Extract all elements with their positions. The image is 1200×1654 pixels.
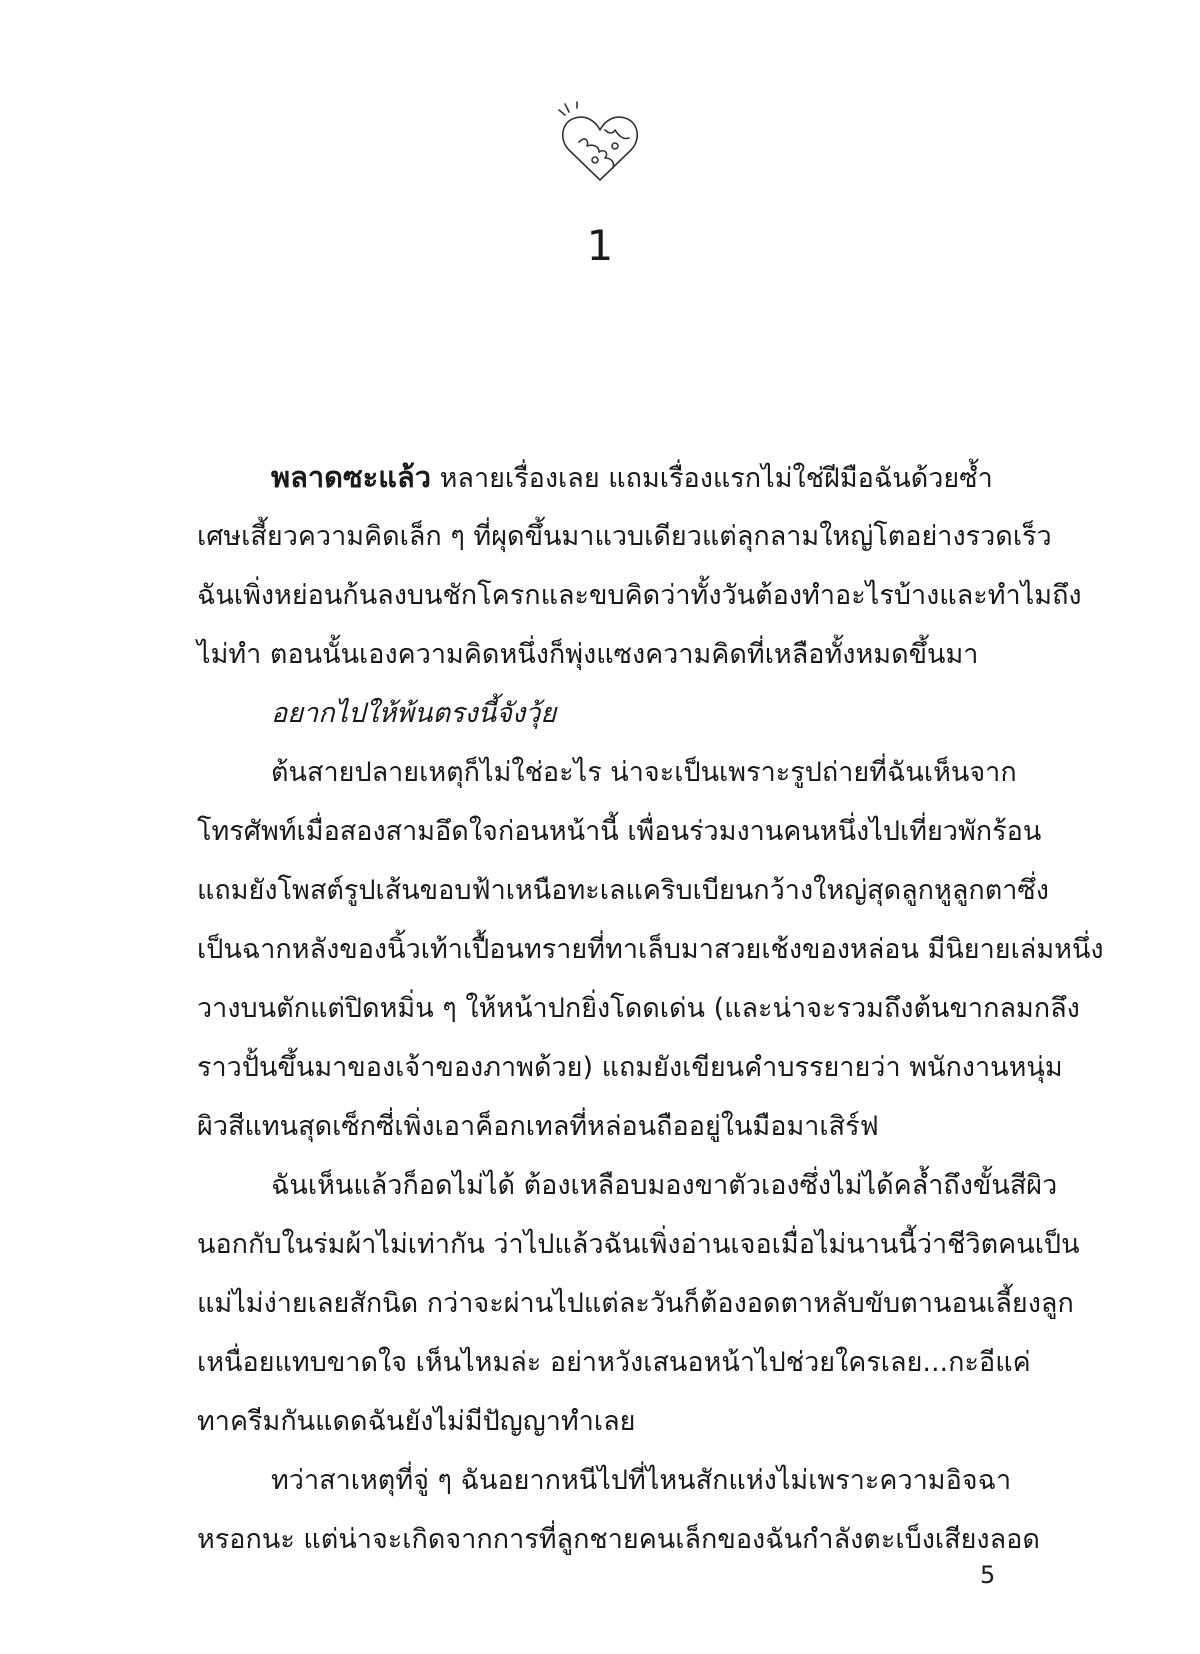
paragraph-line: ฉันเห็นแล้วก็อดไม่ได้ ต้องเหลือบมองขาตัวเองซึ่งไม่ได้คล้ำถึงขั้นสีผิว [271,1170,1058,1201]
paragraph-line: เป็นฉากหลังของนิ้วเท้าเปื้อนทรายที่ทาเล็บมาสวยเช้งของหล่อน มีนิยายเล่มหนึ่ง [197,934,1104,965]
paragraph-line: หรอกนะ แต่น่าจะเกิดจากการที่ลูกชายคนเล็กของฉันกำลังตะเบ็งเสียงลอด [197,1524,1040,1555]
paragraph-line: ฉันเพิ่งหย่อนก้นลงบนชักโครกและขบคิดว่าทั้งวันต้องทำอะไรบ้างและทำไมถึง [197,580,1082,611]
paragraph-line: วางบนตักแต่ปิดหมิ่น ๆ ให้หน้าปกยิ่งโดดเด่น (และน่าจะรวมถึงต้นขากลมกลึง [197,993,1080,1024]
paragraph-line [197,448,1007,507]
paragraph-line: ราวปั้นขึ้นมาของเจ้าของภาพด้วย) แถมยังเขียนคำบรรยายว่า พนักงานหนุ่ม [197,1052,1063,1083]
paragraph-line: นอกกับในร่มผ้าไม่เท่ากัน ว่าไปแล้วฉันเพิ่งอ่านเจอเมื่อไม่นานนี้ว่าชีวิตคนเป็น [197,1229,1080,1260]
paragraph-line: เศษเสี้ยวความคิดเล็ก ๆ ที่ผุดขึ้นมาแวบเดียวแต่ลุกลามใหญ่โตอย่างรวดเร็ว [197,521,1052,552]
paragraph-line: ต้นสายปลายเหตุก็ไม่ใช่อะไร น่าจะเป็นเพราะรูปถ่ายที่ฉันเห็นจาก [271,757,1017,788]
paragraph-line: ไม่ทำ ตอนนั้นเองความคิดหนึ่งก็พุ่งแซงความคิดที่เหลือทั้งหมดขึ้นมา [197,639,979,670]
paragraph-line: แถมยังโพสต์รูปเส้นขอบฟ้าเหนือทะเลแคริบเบียนกว้างใหญ่สุดลูกหูลูกตาซึ่ง [197,875,1049,906]
paragraph-line: ทว่าสาเหตุที่จู่ ๆ ฉันอยากหนีไปที่ไหนสักแห่งไม่เพราะความอิจฉา [271,1465,1012,1496]
paragraph-line: เหนื่อยแทบขาดใจ เห็นไหมล่ะ อย่าหวังเสนอหน้าไปช่วยใครเลย...กะอีแค่ [197,1347,1031,1378]
page-number: 5 [980,1561,996,1589]
paragraph-line: ผิวสีแทนสุดเซ็กซี่เพิ่งเอาค็อกเทลที่หล่อนถืออยู่ในมือมาเสิร์ฟ [197,1111,879,1142]
paragraph-line: แม่ไม่ง่ายเลยสักนิด กว่าจะผ่านไปแต่ละวันก็ต้องอดตาหลับขับตานอนเลี้ยงลูก [197,1288,1074,1319]
paragraph-line: โทรศัพท์เมื่อสองสามอึดใจก่อนหน้านี้ เพื่อนร่วมงานคนหนึ่งไปเที่ยวพักร้อน [197,816,1042,847]
puzzle-heart-icon [555,100,645,190]
inner-thought: อยากไปให้พ้นตรงนี้จังวุ้ย [271,698,557,729]
line-text: หลายเรื่องเลย แถมเรื่องแรกไม่ใช่ฝีมือฉันด้วยซ้ำ [431,463,993,494]
paragraph-line: ทาครีมกันแดดฉันยังไม่มีปัญญาทำเลย [197,1406,636,1437]
chapter-body [197,448,1104,1569]
lead-phrase: พลาดซะแล้ว [271,460,432,494]
chapter-number: 1 [586,221,614,270]
